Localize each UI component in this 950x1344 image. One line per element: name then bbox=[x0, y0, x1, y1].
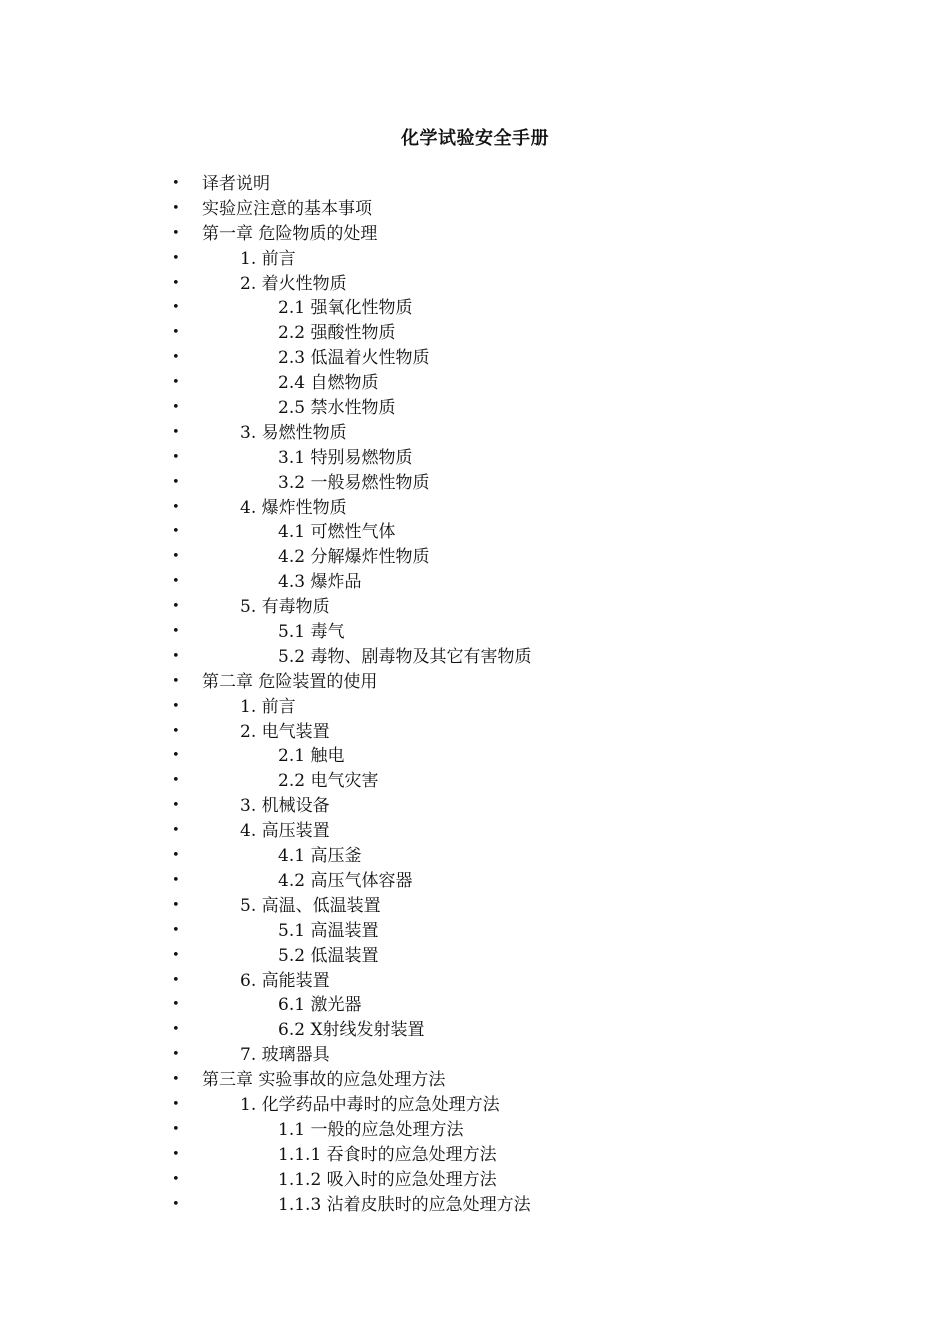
toc-item[interactable] bbox=[0, 944, 950, 969]
bullet-icon: • bbox=[172, 698, 180, 714]
toc-item-text: 第一章 危险物质的处理 bbox=[202, 223, 378, 244]
toc-item[interactable] bbox=[0, 1143, 950, 1168]
bullet-icon: • bbox=[172, 275, 180, 291]
bullet-icon: • bbox=[172, 897, 180, 913]
bullet-icon: • bbox=[172, 599, 180, 615]
toc-item-text: 1.1 一般的应急处理方法 bbox=[278, 1119, 464, 1140]
toc-item[interactable] bbox=[0, 346, 950, 371]
bullet-icon: • bbox=[172, 300, 180, 316]
toc-item-text: 2.1 触电 bbox=[278, 746, 345, 767]
toc-item[interactable] bbox=[0, 993, 950, 1018]
toc-item-text: 实验应注意的基本事项 bbox=[202, 198, 372, 219]
toc-item[interactable] bbox=[0, 272, 950, 297]
bullet-icon: • bbox=[172, 872, 180, 888]
toc-item-text: 6.1 激光器 bbox=[278, 995, 362, 1016]
toc-item-text: 译者说明 bbox=[202, 174, 270, 194]
toc-item[interactable] bbox=[0, 172, 950, 197]
bullet-icon: • bbox=[172, 474, 180, 490]
toc-item-text: 第二章 危险装置的使用 bbox=[202, 671, 378, 692]
toc-item-text: 4. 爆炸性物质 bbox=[240, 497, 347, 518]
toc-item-text: 5. 高温、低温装置 bbox=[240, 895, 381, 916]
toc-item-text: 5.2 低温装置 bbox=[278, 945, 379, 966]
bullet-icon: • bbox=[172, 524, 180, 540]
bullet-icon: • bbox=[172, 424, 180, 440]
bullet-icon: • bbox=[172, 574, 180, 590]
bullet-icon: • bbox=[172, 723, 180, 739]
toc-item-text: 4.3 爆炸品 bbox=[278, 572, 362, 593]
toc-item-text: 4.2 高压气体容器 bbox=[278, 870, 413, 891]
bullet-icon: • bbox=[172, 1096, 180, 1112]
bullet-icon: • bbox=[172, 225, 180, 241]
toc-item-text: 2.5 禁水性物质 bbox=[278, 398, 396, 419]
toc-item-text: 4.1 高压釜 bbox=[278, 846, 362, 867]
toc-item[interactable] bbox=[0, 844, 950, 869]
toc-item-text: 5.1 高温装置 bbox=[278, 920, 379, 941]
toc-item[interactable] bbox=[0, 496, 950, 521]
toc-item[interactable] bbox=[0, 296, 950, 321]
toc-item[interactable] bbox=[0, 371, 950, 396]
bullet-icon: • bbox=[172, 972, 180, 988]
toc-item-text: 1. 化学药品中毒时的应急处理方法 bbox=[240, 1094, 500, 1115]
bullet-icon: • bbox=[172, 997, 180, 1013]
bullet-icon: • bbox=[172, 1022, 180, 1038]
toc-item-text: 4. 高压装置 bbox=[240, 821, 330, 842]
bullet-icon: • bbox=[172, 176, 180, 191]
toc-item-text: 5.1 毒气 bbox=[278, 622, 345, 643]
bullet-icon: • bbox=[172, 823, 180, 839]
toc-item[interactable] bbox=[0, 620, 950, 645]
toc-item[interactable] bbox=[0, 421, 950, 446]
toc-item[interactable] bbox=[0, 446, 950, 471]
toc-item-text: 2.1 强氧化性物质 bbox=[278, 298, 413, 319]
bullet-icon: • bbox=[172, 499, 180, 515]
toc-item[interactable] bbox=[0, 645, 950, 670]
bullet-icon: • bbox=[172, 350, 180, 366]
bullet-icon: • bbox=[172, 1072, 180, 1088]
toc-item-text: 4.1 可燃性气体 bbox=[278, 522, 396, 543]
toc-item[interactable] bbox=[0, 894, 950, 919]
toc-item[interactable] bbox=[0, 869, 950, 894]
bullet-icon: • bbox=[172, 200, 180, 216]
toc-item-text: 7. 玻璃器具 bbox=[240, 1045, 330, 1066]
toc-item-text: 2.2 电气灾害 bbox=[278, 771, 379, 792]
toc-item[interactable] bbox=[0, 197, 950, 222]
bullet-icon: • bbox=[172, 922, 180, 938]
toc-item[interactable] bbox=[0, 471, 950, 496]
document-title: 化学试验安全手册 bbox=[401, 128, 549, 149]
bullet-icon: • bbox=[172, 748, 180, 764]
toc-item-text: 5.2 毒物、剧毒物及其它有害物质 bbox=[278, 646, 532, 667]
toc-item-text: 2.4 自燃物质 bbox=[278, 373, 379, 394]
toc-item[interactable] bbox=[0, 919, 950, 944]
toc-item[interactable] bbox=[0, 1193, 950, 1218]
bullet-icon: • bbox=[172, 1196, 180, 1212]
bullet-icon: • bbox=[172, 1171, 180, 1187]
toc-item[interactable] bbox=[0, 695, 950, 720]
toc-item[interactable] bbox=[0, 769, 950, 794]
toc-item[interactable] bbox=[0, 670, 950, 695]
toc-item-text: 2. 电气装置 bbox=[240, 721, 330, 742]
toc-item-text: 3. 易燃性物质 bbox=[240, 422, 347, 443]
toc-item[interactable] bbox=[0, 520, 950, 545]
toc-item[interactable] bbox=[0, 744, 950, 769]
toc-item-text: 6.2 X射线发射装置 bbox=[278, 1020, 425, 1041]
toc-item-text: 第三章 实验事故的应急处理方法 bbox=[202, 1070, 446, 1091]
bullet-icon: • bbox=[172, 848, 180, 864]
bullet-icon: • bbox=[172, 648, 180, 664]
toc-item-text: 2.2 强酸性物质 bbox=[278, 323, 396, 344]
bullet-icon: • bbox=[172, 624, 180, 640]
bullet-icon: • bbox=[172, 798, 180, 814]
toc-item[interactable] bbox=[0, 1118, 950, 1143]
bullet-icon: • bbox=[172, 375, 180, 391]
toc-item[interactable] bbox=[0, 1018, 950, 1043]
bullet-icon: • bbox=[172, 773, 180, 789]
toc-item[interactable] bbox=[0, 819, 950, 844]
bullet-icon: • bbox=[172, 1146, 180, 1162]
toc-item-text: 3.2 一般易燃性物质 bbox=[278, 472, 430, 493]
toc-item-text: 1.1.1 吞食时的应急处理方法 bbox=[278, 1144, 497, 1165]
toc-item[interactable] bbox=[0, 794, 950, 819]
bullet-icon: • bbox=[172, 325, 180, 341]
toc-item[interactable] bbox=[0, 595, 950, 620]
toc-item-text: 1.1.3 沾着皮肤时的应急处理方法 bbox=[278, 1194, 531, 1215]
bullet-icon: • bbox=[172, 400, 180, 416]
toc-item[interactable] bbox=[0, 396, 950, 421]
bullet-icon: • bbox=[172, 947, 180, 963]
toc-item[interactable] bbox=[0, 1093, 950, 1118]
bullet-icon: • bbox=[172, 449, 180, 465]
toc-item[interactable] bbox=[0, 969, 950, 994]
bullet-icon: • bbox=[172, 1121, 180, 1137]
toc-item-text: 1. 前言 bbox=[240, 248, 296, 269]
toc-item[interactable] bbox=[0, 570, 950, 595]
bullet-icon: • bbox=[172, 549, 180, 565]
toc-item-text: 3. 机械设备 bbox=[240, 796, 330, 817]
bullet-icon: • bbox=[172, 673, 180, 689]
toc-item-text: 4.2 分解爆炸性物质 bbox=[278, 547, 430, 568]
toc-item-text: 2.3 低温着火性物质 bbox=[278, 348, 430, 369]
toc-item[interactable] bbox=[0, 247, 950, 272]
toc-item[interactable] bbox=[0, 1168, 950, 1193]
toc-item[interactable] bbox=[0, 222, 950, 247]
toc-item[interactable] bbox=[0, 1068, 950, 1093]
toc-item[interactable] bbox=[0, 720, 950, 745]
toc-item[interactable] bbox=[0, 1043, 950, 1068]
toc-item-text: 5. 有毒物质 bbox=[240, 597, 330, 618]
toc-item-text: 6. 高能装置 bbox=[240, 970, 330, 991]
toc-item-text: 1. 前言 bbox=[240, 696, 296, 717]
toc-item-text: 2. 着火性物质 bbox=[240, 273, 347, 294]
table-of-contents bbox=[0, 172, 950, 1217]
bullet-icon: • bbox=[172, 1047, 180, 1063]
bullet-icon: • bbox=[172, 250, 180, 266]
toc-item[interactable] bbox=[0, 545, 950, 570]
toc-item-text: 3.1 特别易燃物质 bbox=[278, 447, 413, 468]
toc-item-text: 1.1.2 吸入时的应急处理方法 bbox=[278, 1169, 497, 1190]
toc-item[interactable] bbox=[0, 321, 950, 346]
